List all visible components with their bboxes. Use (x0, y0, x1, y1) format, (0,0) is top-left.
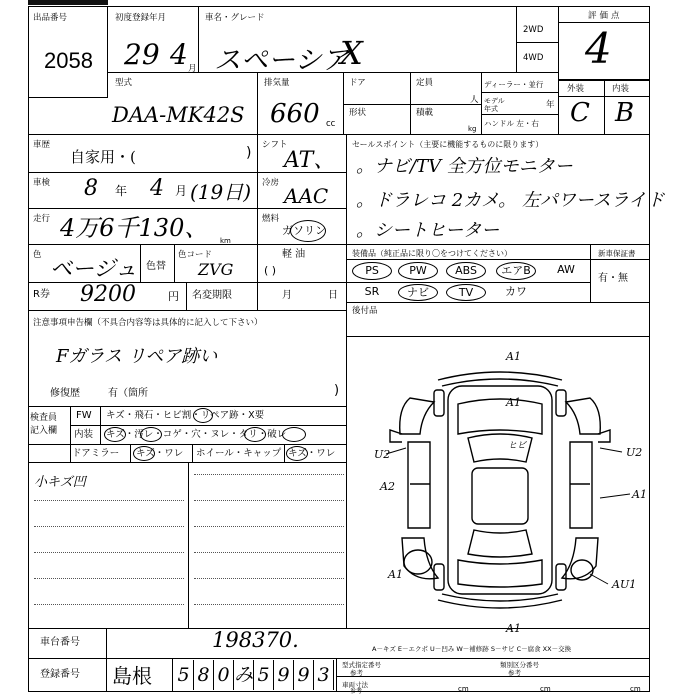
divider (28, 282, 346, 283)
history-close: ) (246, 145, 252, 161)
history-value: 自家用・( (70, 148, 136, 166)
equipment-item: PW (398, 262, 438, 280)
spec-ref-1: 参考 (350, 669, 363, 677)
color-label: 色 (33, 250, 42, 260)
drive-4wd: 4WD (523, 53, 544, 63)
aftermarket-label: 後付品 (352, 306, 378, 316)
exterior-score: C (570, 98, 590, 128)
capacity-unit: kg (468, 125, 477, 133)
warranty-value: 有・無 (598, 273, 628, 284)
divider (346, 134, 347, 244)
lot-no-value: 2058 (44, 48, 93, 73)
mirror-label: ドアミラー (72, 448, 120, 459)
fuel-label: 燃料 (262, 214, 280, 224)
dotted-line (194, 552, 344, 553)
divider (28, 628, 650, 629)
reg-char: 8 (194, 660, 214, 690)
reg-pref: 島根 (112, 664, 152, 688)
name-change-label: 名変期限 (192, 290, 232, 301)
equipment-item: AW (557, 263, 575, 276)
divider (192, 444, 193, 462)
model-year-label: モデル 年式 (484, 97, 505, 113)
chassis-value: 198370. (212, 628, 299, 652)
divider (481, 92, 558, 93)
displacement-value: 660 (270, 99, 320, 129)
divider (336, 676, 650, 677)
divider (346, 336, 650, 337)
ac-value: AAC (284, 184, 329, 208)
selling-point-3: 。シートヒーター (356, 220, 500, 241)
mirror-scratch-circle (133, 446, 155, 461)
divider (28, 444, 346, 445)
equipment-item: SR (364, 285, 380, 298)
fw-items: キズ・飛石・ヒビ割・リペア跡・X要 (106, 410, 265, 421)
divider (346, 336, 347, 628)
interior-scratch-circle (104, 427, 126, 442)
repair-label: 修復歴 (50, 388, 80, 399)
inspection-month: 4 (150, 176, 164, 201)
dealer-label: ディーラー・並行 (484, 80, 544, 89)
cm-1: cm (458, 685, 469, 693)
mark-hood: A1 (506, 396, 521, 409)
interior-score: B (615, 98, 635, 128)
first-reg-month-suffix: 月 (188, 64, 197, 74)
capacity-label: 積載 (416, 108, 434, 118)
divider (28, 172, 346, 173)
lot-no-label: 出品番号 (33, 13, 68, 23)
model-grade: X (340, 34, 363, 72)
damage-legend: A－キズ E－エクボ U－凹み W－補修跡 S－サビ C－腐食 XX－交換 (372, 645, 572, 653)
interior-wet-circle (244, 427, 266, 442)
mark-front-bumper: A1 (506, 350, 521, 363)
mark-left-fender: U2 (374, 448, 391, 461)
seats-label: 定員 (416, 78, 434, 88)
reg-char: み (234, 660, 254, 690)
inspection-label: 車検 (33, 178, 51, 188)
divider (106, 628, 107, 692)
divider (28, 134, 650, 135)
inspection-month-unit: 月 (175, 184, 188, 198)
divider (70, 425, 346, 426)
divider (481, 114, 558, 115)
divider (346, 244, 347, 336)
first-reg-year: 29 (124, 38, 160, 71)
spec-label-1: 型式指定番号 (342, 661, 381, 669)
drive-2wd: 2WD (523, 25, 544, 35)
divider (28, 310, 346, 311)
divider (172, 658, 173, 692)
divider (186, 282, 187, 310)
repair-value: 有（箇所 (108, 388, 148, 399)
divider (198, 6, 199, 72)
mark-right-rear: AU1 (612, 578, 637, 591)
first-reg-month: 4 (170, 38, 188, 71)
interior-label: 内装 (612, 84, 630, 94)
mileage-unit: km (220, 237, 231, 245)
divider (130, 444, 131, 462)
ac-label: 冷房 (262, 178, 280, 188)
divider (516, 6, 517, 72)
mark-rear-bumper: A1 (506, 622, 521, 635)
grade-score: 4 (585, 24, 612, 73)
interior-tare-circle (282, 427, 306, 442)
model-label: 車名・グレード (205, 13, 265, 23)
wheel-scratch-circle (286, 446, 308, 461)
dotted-line (194, 474, 344, 475)
spec-ref-2: 参考 (508, 669, 521, 677)
seats-unit: 人 (470, 95, 479, 105)
model-year-unit: 年 (546, 100, 555, 110)
divider (343, 72, 344, 134)
divider (257, 72, 258, 134)
dotted-line (194, 578, 344, 579)
mark-left-rear: A1 (388, 568, 403, 581)
selling-point-1: 。ナビ/TV 全方位モニター (356, 156, 573, 177)
inspection-day: (19日) (190, 180, 252, 204)
repair-close: ) (334, 383, 340, 398)
color-code-label: 色コード (178, 250, 213, 260)
color-change-label: 色替 (146, 261, 166, 272)
mileage-value: 4万6千130、 (60, 214, 209, 242)
mark-windshield: ヒビ (508, 441, 527, 451)
cm-2: cm (540, 685, 551, 693)
fw-chip-circle (193, 408, 213, 423)
divider (516, 42, 558, 43)
reg-char: 5 (254, 660, 274, 690)
displacement-label: 排気量 (264, 78, 290, 88)
cm-3: cm (630, 685, 641, 693)
wheel-items: キズ・ワレ (288, 448, 336, 459)
equipment-item: TV (446, 284, 486, 301)
size-ref: 参考 (350, 688, 363, 695)
mileage-label: 走行 (33, 214, 51, 224)
selling-points-title: セールスポイント（主要に機能するものに限ります） (352, 140, 544, 149)
wheel-label: ホイール・キャップ (196, 448, 282, 459)
reg-char: 3 (314, 660, 334, 690)
inspector-label: 検査員 記入欄 (30, 413, 58, 436)
type-label: 型式 (115, 78, 133, 88)
dotted-line (34, 552, 184, 553)
car-damage-diagram (350, 338, 648, 638)
selling-point-2: 。ドラレコ 2カメ。 左パワースライド (356, 190, 665, 211)
mark-left-door: A2 (380, 480, 395, 493)
type-value: DAA-MK42S (112, 103, 245, 127)
dotted-line (34, 604, 184, 605)
first-reg-label: 初度登録年月 (115, 13, 167, 23)
reg-char: 0 (214, 660, 234, 690)
divider (28, 244, 650, 245)
fw-label: FW (76, 410, 92, 421)
divider (28, 406, 346, 407)
size-label: 車両寸法 (342, 681, 368, 689)
mirror-items: キズ・ワレ (136, 448, 184, 459)
chassis-label: 車台番号 (40, 637, 80, 648)
new-car-warranty-label: 新車保証書 (598, 249, 636, 258)
divider (410, 72, 411, 134)
reg-char: 9 (274, 660, 294, 690)
model-name: スペーシア (214, 45, 349, 76)
history-label: 車歴 (33, 140, 51, 150)
shift-value: AT、 (284, 148, 336, 173)
fuel-paren: ( ) (264, 264, 277, 277)
dotted-line (194, 500, 344, 501)
divider (346, 302, 650, 303)
divider (346, 282, 590, 283)
reg-label: 登録番号 (40, 669, 80, 680)
name-change-day: 日 (328, 290, 338, 301)
interior-items: キズ・汚レ・コゲ・穴・ヌレ・タリ・破レ (106, 429, 287, 440)
reg-char: 5 (174, 660, 194, 690)
recycle-yen: 円 (168, 290, 179, 303)
inspector-memo: 小キズ凹 (34, 475, 86, 490)
spec-label-2: 類別区分番号 (500, 661, 539, 669)
displacement-unit: cc (326, 119, 336, 129)
divider (174, 244, 175, 282)
color-code-value: ZVG (198, 260, 234, 279)
divider (108, 72, 558, 73)
divider (28, 658, 650, 659)
equipment-item: エアB (496, 262, 536, 280)
top-strip (28, 0, 108, 5)
divider (346, 259, 650, 260)
exterior-label: 外装 (567, 84, 585, 94)
grade-score-label: 評価点 (588, 11, 623, 21)
fuel-circle (290, 220, 326, 242)
inspection-year: 8 (84, 176, 98, 201)
mark-right-fender: U2 (626, 446, 643, 459)
equipment-item: カワ (505, 285, 527, 298)
interior-check-label: 内装 (74, 429, 94, 440)
interior-stain-circle (140, 427, 162, 442)
divider (140, 244, 141, 282)
divider (604, 80, 605, 134)
dotted-line (34, 578, 184, 579)
mark-right-door: A1 (632, 488, 647, 501)
divider (558, 96, 650, 97)
dotted-line (194, 604, 344, 605)
fuel-value: ガソリン (282, 224, 326, 237)
reg-char: 9 (294, 660, 314, 690)
divider (284, 444, 285, 462)
divider (558, 22, 650, 23)
divider (336, 658, 337, 692)
recycle-label: R券 (33, 289, 50, 300)
notes-text: Fガラス リペア跡い (56, 346, 218, 367)
equipment-title: 装備品（純正品に限り〇をつけてください） (352, 249, 512, 258)
handle-label: ハンドル 左・右 (484, 119, 539, 128)
divider (188, 462, 189, 628)
name-change-month: 月 (282, 290, 292, 301)
divider (28, 462, 346, 463)
divider (343, 104, 481, 105)
divider (257, 134, 258, 310)
shape-label: 形状 (349, 108, 367, 118)
dotted-line (34, 500, 184, 501)
equipment-item: ABS (446, 262, 486, 280)
divider (590, 244, 591, 302)
dotted-line (194, 526, 344, 527)
dotted-line (34, 526, 184, 527)
color-value: ベージュ (50, 257, 138, 282)
diesel-label: 軽 油 (282, 249, 306, 260)
notes-title: 注意事項申告欄（不具合内容等は具体的に記入して下さい） (33, 318, 263, 328)
recycle-value: 9200 (80, 282, 136, 307)
divider (481, 72, 482, 134)
inspection-year-unit: 年 (115, 184, 128, 198)
equipment-item: PS (352, 262, 392, 280)
divider (70, 406, 71, 462)
door-label: ドア (349, 78, 366, 88)
shift-label: シフト (262, 140, 288, 150)
equipment-item: ナビ (398, 284, 438, 301)
